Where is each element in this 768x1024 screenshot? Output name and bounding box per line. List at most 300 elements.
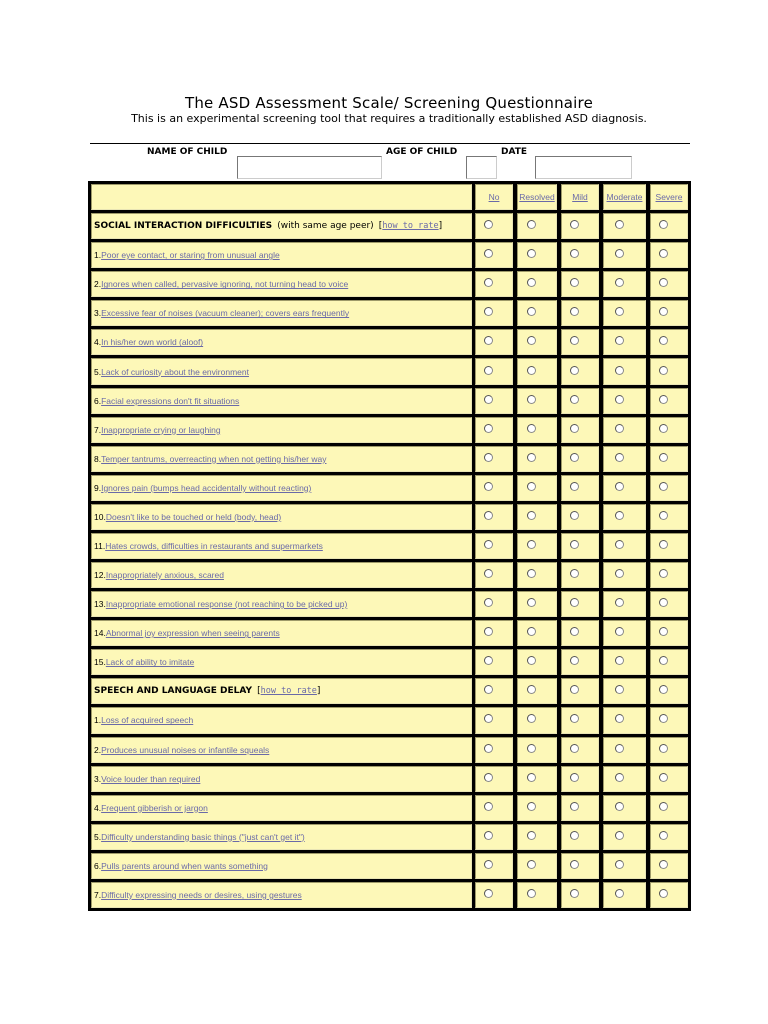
rating-radio-mild[interactable] (570, 714, 579, 723)
rating-cell (603, 300, 646, 326)
rating-radio-no[interactable] (484, 307, 493, 316)
rating-cell (650, 242, 688, 268)
rating-radio-mild[interactable] (570, 656, 579, 665)
question-cell (91, 475, 472, 501)
rating-radio-mild[interactable] (570, 424, 579, 433)
rating-cell (650, 417, 688, 443)
question-link[interactable]: Inappropriate crying or laughing (101, 424, 221, 435)
rating-radio-severe[interactable] (659, 714, 668, 723)
rating-radio-no[interactable] (484, 278, 493, 287)
question-link[interactable]: Produces unusual noises or infantile squeals (101, 744, 270, 755)
rating-radio-mild[interactable] (570, 860, 579, 869)
rating-radio-mild[interactable] (570, 831, 579, 840)
rating-radio-no[interactable] (484, 656, 493, 665)
rating-radio-no[interactable] (484, 424, 493, 433)
question-cell (91, 591, 472, 617)
rating-cell (517, 300, 557, 326)
rating-cell (603, 329, 646, 355)
rating-radio-moderate[interactable] (615, 366, 624, 375)
question-cell (91, 620, 472, 646)
rating-cell (475, 388, 513, 414)
rating-radio-mild[interactable] (570, 366, 579, 375)
header-divider (90, 143, 690, 144)
rating-radio-no[interactable] (484, 714, 493, 723)
rating-cell (475, 882, 513, 908)
question-link[interactable]: Inappropriate emotional response (not reaching to be picked up) (105, 599, 348, 610)
question-number: 3. (94, 773, 102, 784)
rating-cell (561, 475, 599, 501)
rating-cell (561, 388, 599, 414)
rating-radio-resolved[interactable] (527, 802, 536, 811)
rating-radio-severe[interactable] (659, 307, 668, 316)
rating-cell (475, 707, 513, 733)
rating-radio-mild[interactable] (570, 802, 579, 811)
rating-cell (517, 824, 557, 850)
column-header-severe-link[interactable]: Severe (655, 192, 683, 203)
rating-cell (517, 853, 557, 879)
rating-cell (561, 242, 599, 268)
rating-cell (561, 533, 599, 559)
rating-radio-no[interactable] (484, 453, 493, 462)
rating-radio-moderate[interactable] (615, 482, 624, 491)
column-header-resolved-link[interactable]: Resolved (519, 192, 555, 203)
rating-radio-moderate[interactable] (615, 540, 624, 549)
rating-cell (603, 242, 646, 268)
rating-cell (561, 795, 599, 821)
rating-radio-severe[interactable] (659, 336, 668, 345)
rating-radio-severe[interactable] (659, 482, 668, 491)
rating-radio-mild[interactable] (570, 773, 579, 782)
rating-radio-resolved[interactable] (527, 540, 536, 549)
rating-cell (650, 591, 688, 617)
rating-cell (517, 882, 557, 908)
rating-radio-severe[interactable] (659, 220, 668, 229)
rating-cell (603, 533, 646, 559)
rating-radio-resolved[interactable] (527, 627, 536, 636)
rating-cell (475, 824, 513, 850)
rating-radio-no[interactable] (484, 773, 493, 782)
rating-cell (561, 882, 599, 908)
question-cell (91, 300, 472, 326)
question-link[interactable]: Ignores when called, pervasive ignoring, not turning head to voice (101, 279, 349, 290)
rating-radio-resolved[interactable] (527, 831, 536, 840)
rating-cell (603, 271, 646, 297)
question-link[interactable]: Facial expressions don't fit situations (101, 395, 240, 406)
rating-cell (517, 737, 557, 763)
rating-radio-mild[interactable] (570, 627, 579, 636)
rating-cell (603, 620, 646, 646)
rating-radio-mild[interactable] (570, 569, 579, 578)
question-link[interactable]: Inappropriately anxious, scared (105, 570, 224, 581)
rating-cell (561, 271, 599, 297)
rating-radio-moderate[interactable] (615, 685, 624, 694)
rating-radio-severe[interactable] (659, 802, 668, 811)
name-of-child-label: NAME OF CHILD (147, 147, 228, 157)
question-number: 3. (94, 308, 102, 319)
rating-radio-severe[interactable] (659, 773, 668, 782)
bracket-close: ] (438, 221, 443, 232)
rating-cell (650, 271, 688, 297)
rating-radio-severe[interactable] (659, 540, 668, 549)
rating-radio-resolved[interactable] (527, 482, 536, 491)
question-number: 2. (94, 744, 102, 755)
rating-radio-no[interactable] (484, 627, 493, 636)
section-header-cell (91, 213, 472, 239)
rating-radio-severe[interactable] (659, 249, 668, 258)
rating-radio-severe[interactable] (659, 569, 668, 578)
rating-cell (603, 213, 646, 239)
rating-radio-severe[interactable] (659, 278, 668, 287)
question-cell (91, 882, 472, 908)
question-link[interactable]: Abnormal joy expression when seeing parents (105, 628, 280, 639)
name-of-child-input[interactable] (237, 156, 382, 179)
rating-radio-resolved[interactable] (527, 424, 536, 433)
rating-radio-no[interactable] (484, 482, 493, 491)
rating-radio-moderate[interactable] (615, 249, 624, 258)
rating-cell (603, 678, 646, 704)
age-of-child-input[interactable] (466, 156, 497, 179)
how-to-rate-link[interactable]: how to rate (382, 221, 439, 232)
rating-cell (650, 707, 688, 733)
rating-radio-moderate[interactable] (615, 511, 624, 520)
rating-radio-resolved[interactable] (527, 598, 536, 607)
how-to-rate-link[interactable]: how to rate (260, 686, 317, 697)
rating-cell (603, 446, 646, 472)
rating-cell (650, 446, 688, 472)
column-header-no-link[interactable]: No (488, 192, 500, 203)
rating-radio-moderate[interactable] (615, 307, 624, 316)
rating-radio-resolved[interactable] (527, 511, 536, 520)
rating-cell (650, 824, 688, 850)
rating-radio-resolved[interactable] (527, 744, 536, 753)
rating-cell (603, 475, 646, 501)
questionnaire-table (88, 181, 691, 911)
question-cell (91, 388, 472, 414)
rating-radio-severe[interactable] (659, 453, 668, 462)
rating-cell (475, 795, 513, 821)
rating-cell (650, 853, 688, 879)
rating-cell (561, 300, 599, 326)
rating-cell (475, 533, 513, 559)
date-input[interactable] (535, 156, 632, 179)
question-link[interactable]: Lack of ability to imitate (105, 657, 195, 668)
rating-radio-mild[interactable] (570, 453, 579, 462)
rating-cell (650, 882, 688, 908)
rating-cell (561, 446, 599, 472)
rating-cell (475, 737, 513, 763)
rating-cell (475, 562, 513, 588)
rating-radio-severe[interactable] (659, 598, 668, 607)
question-cell (91, 271, 472, 297)
rating-cell (561, 620, 599, 646)
rating-cell (603, 766, 646, 792)
question-number: 5. (94, 366, 102, 377)
question-link[interactable]: Loss of acquired speech (101, 715, 194, 726)
rating-cell (475, 358, 513, 384)
rating-radio-severe[interactable] (659, 889, 668, 898)
column-header-cell (650, 184, 688, 210)
rating-radio-resolved[interactable] (527, 336, 536, 345)
rating-radio-resolved[interactable] (527, 278, 536, 287)
rating-cell (561, 678, 599, 704)
rating-radio-mild[interactable] (570, 744, 579, 753)
rating-radio-mild[interactable] (570, 685, 579, 694)
rating-cell (517, 358, 557, 384)
rating-radio-moderate[interactable] (615, 860, 624, 869)
question-number: 14. (94, 628, 106, 639)
rating-cell (517, 591, 557, 617)
rating-cell (517, 533, 557, 559)
question-number: 4. (94, 337, 102, 348)
rating-radio-mild[interactable] (570, 395, 579, 404)
rating-cell (561, 737, 599, 763)
question-cell (91, 446, 472, 472)
rating-radio-no[interactable] (484, 860, 493, 869)
rating-radio-resolved[interactable] (527, 714, 536, 723)
rating-radio-severe[interactable] (659, 831, 668, 840)
rating-cell (475, 475, 513, 501)
question-number: 15. (94, 657, 106, 668)
rating-cell (650, 533, 688, 559)
rating-radio-mild[interactable] (570, 336, 579, 345)
question-link[interactable]: Difficulty understanding basic things ("just can't get it") (101, 831, 305, 842)
question-cell (91, 504, 472, 530)
rating-radio-severe[interactable] (659, 424, 668, 433)
question-cell (91, 737, 472, 763)
rating-cell (650, 795, 688, 821)
question-cell (91, 358, 472, 384)
rating-cell (650, 388, 688, 414)
rating-radio-mild[interactable] (570, 540, 579, 549)
rating-cell (517, 649, 557, 675)
question-link[interactable]: Ignores pain (bumps head accidentally without reacting) (101, 482, 312, 493)
rating-cell (517, 417, 557, 443)
question-link[interactable]: Frequent gibberish or jargon (101, 802, 208, 813)
page-title: The ASD Assessment Scale/ Screening Questionnaire (184, 94, 594, 112)
rating-radio-moderate[interactable] (615, 889, 624, 898)
rating-cell (650, 649, 688, 675)
rating-radio-moderate[interactable] (615, 744, 624, 753)
rating-cell (650, 620, 688, 646)
rating-radio-severe[interactable] (659, 656, 668, 665)
rating-radio-resolved[interactable] (527, 773, 536, 782)
question-number: 1. (94, 715, 102, 726)
rating-radio-moderate[interactable] (615, 802, 624, 811)
question-number: 1. (94, 250, 102, 261)
question-link[interactable]: Hates crowds, difficulties in restaurants and supermarkets (105, 540, 323, 551)
column-header-mild-link[interactable]: Mild (572, 192, 588, 203)
question-link[interactable]: Pulls parents around when wants something (101, 860, 268, 871)
rating-radio-resolved[interactable] (527, 366, 536, 375)
rating-cell (561, 504, 599, 530)
rating-radio-no[interactable] (484, 802, 493, 811)
question-link[interactable]: In his/her own world (aloof) (101, 337, 204, 348)
rating-radio-severe[interactable] (659, 395, 668, 404)
rating-radio-no[interactable] (484, 540, 493, 549)
rating-radio-moderate[interactable] (615, 773, 624, 782)
rating-radio-moderate[interactable] (615, 424, 624, 433)
rating-radio-no[interactable] (484, 685, 493, 694)
rating-cell (475, 213, 513, 239)
rating-radio-no[interactable] (484, 249, 493, 258)
rating-radio-moderate[interactable] (615, 656, 624, 665)
rating-cell (517, 213, 557, 239)
rating-radio-resolved[interactable] (527, 220, 536, 229)
rating-radio-severe[interactable] (659, 685, 668, 694)
rating-radio-mild[interactable] (570, 511, 579, 520)
rating-radio-moderate[interactable] (615, 220, 624, 229)
question-link[interactable]: Excessive fear of noises (vacuum cleaner); covers ears frequently (101, 308, 350, 319)
rating-radio-no[interactable] (484, 889, 493, 898)
rating-cell (603, 853, 646, 879)
rating-cell (561, 707, 599, 733)
question-cell (91, 853, 472, 879)
rating-cell (475, 242, 513, 268)
rating-radio-moderate[interactable] (615, 278, 624, 287)
rating-cell (650, 766, 688, 792)
rating-cell (603, 591, 646, 617)
rating-cell (475, 766, 513, 792)
rating-radio-moderate[interactable] (615, 453, 624, 462)
rating-cell (650, 329, 688, 355)
rating-cell (517, 678, 557, 704)
rating-radio-no[interactable] (484, 220, 493, 229)
rating-radio-resolved[interactable] (527, 395, 536, 404)
section-title: SOCIAL INTERACTION DIFFICULTIES (94, 221, 273, 232)
rating-radio-no[interactable] (484, 831, 493, 840)
section-note: (with same age peer) (277, 221, 374, 232)
rating-cell (603, 504, 646, 530)
rating-radio-mild[interactable] (570, 307, 579, 316)
rating-cell (561, 213, 599, 239)
question-number: 4. (94, 802, 102, 813)
rating-cell (561, 824, 599, 850)
rating-cell (517, 562, 557, 588)
rating-cell (517, 504, 557, 530)
rating-radio-mild[interactable] (570, 249, 579, 258)
question-cell (91, 329, 472, 355)
question-cell (91, 824, 472, 850)
question-cell (91, 795, 472, 821)
rating-radio-mild[interactable] (570, 889, 579, 898)
rating-radio-moderate[interactable] (615, 627, 624, 636)
column-header-cell (517, 184, 557, 210)
question-number: 6. (94, 395, 102, 406)
rating-cell (475, 329, 513, 355)
rating-radio-no[interactable] (484, 511, 493, 520)
rating-cell (475, 446, 513, 472)
rating-radio-moderate[interactable] (615, 395, 624, 404)
rating-radio-resolved[interactable] (527, 860, 536, 869)
question-link[interactable]: Difficulty expressing needs or desires, using gestures (101, 889, 302, 900)
rating-cell (561, 853, 599, 879)
rating-radio-severe[interactable] (659, 366, 668, 375)
column-header-cell (561, 184, 599, 210)
question-link[interactable]: Poor eye contact, or staring from unusual angle (101, 250, 280, 261)
rating-cell (517, 795, 557, 821)
rating-radio-mild[interactable] (570, 482, 579, 491)
rating-cell (517, 388, 557, 414)
rating-radio-moderate[interactable] (615, 598, 624, 607)
rating-cell (603, 649, 646, 675)
question-number: 2. (94, 279, 102, 290)
rating-cell (603, 824, 646, 850)
rating-radio-moderate[interactable] (615, 714, 624, 723)
column-header-cell (475, 184, 513, 210)
rating-cell (561, 591, 599, 617)
rating-cell (561, 649, 599, 675)
question-link[interactable]: Voice louder than required (101, 773, 201, 784)
rating-radio-moderate[interactable] (615, 831, 624, 840)
rating-cell (603, 795, 646, 821)
rating-cell (517, 620, 557, 646)
rating-cell (650, 213, 688, 239)
question-cell (91, 649, 472, 675)
rating-radio-moderate[interactable] (615, 569, 624, 578)
column-header-moderate-link[interactable]: Moderate (606, 192, 643, 203)
question-link[interactable]: Doesn't like to be touched or held (body, head) (105, 511, 282, 522)
question-link[interactable]: Temper tantrums, overreacting when not getting his/her way (101, 453, 327, 464)
rating-radio-moderate[interactable] (615, 336, 624, 345)
rating-cell (650, 737, 688, 763)
section-header-cell (91, 678, 472, 704)
rating-radio-no[interactable] (484, 744, 493, 753)
rating-cell (475, 591, 513, 617)
rating-radio-no[interactable] (484, 569, 493, 578)
rating-radio-no[interactable] (484, 336, 493, 345)
rating-radio-resolved[interactable] (527, 453, 536, 462)
rating-radio-resolved[interactable] (527, 249, 536, 258)
question-cell (91, 417, 472, 443)
rating-radio-mild[interactable] (570, 598, 579, 607)
rating-cell (517, 329, 557, 355)
question-cell (91, 562, 472, 588)
question-number: 11. (94, 540, 106, 551)
section-title: SPEECH AND LANGUAGE DELAY (94, 686, 253, 697)
rating-cell (603, 388, 646, 414)
rating-radio-severe[interactable] (659, 860, 668, 869)
question-number: 13. (94, 599, 106, 610)
question-number: 6. (94, 860, 102, 871)
rating-radio-no[interactable] (484, 395, 493, 404)
rating-radio-resolved[interactable] (527, 656, 536, 665)
rating-cell (603, 882, 646, 908)
question-number: 8. (94, 453, 102, 464)
rating-radio-resolved[interactable] (527, 685, 536, 694)
rating-radio-severe[interactable] (659, 627, 668, 636)
rating-radio-mild[interactable] (570, 278, 579, 287)
rating-radio-severe[interactable] (659, 744, 668, 753)
rating-radio-no[interactable] (484, 366, 493, 375)
rating-radio-mild[interactable] (570, 220, 579, 229)
rating-radio-resolved[interactable] (527, 307, 536, 316)
question-number: 12. (94, 570, 106, 581)
question-number: 7. (94, 889, 102, 900)
question-cell (91, 707, 472, 733)
rating-cell (603, 707, 646, 733)
rating-radio-resolved[interactable] (527, 569, 536, 578)
rating-radio-no[interactable] (484, 598, 493, 607)
rating-radio-severe[interactable] (659, 511, 668, 520)
question-cell (91, 766, 472, 792)
bracket-open: [ (378, 221, 383, 232)
question-link[interactable]: Lack of curiosity about the environment (101, 366, 249, 377)
rating-cell (475, 504, 513, 530)
bracket-close: ] (316, 686, 321, 697)
rating-radio-resolved[interactable] (527, 889, 536, 898)
rating-cell (650, 562, 688, 588)
age-of-child-label: AGE OF CHILD (386, 147, 458, 157)
